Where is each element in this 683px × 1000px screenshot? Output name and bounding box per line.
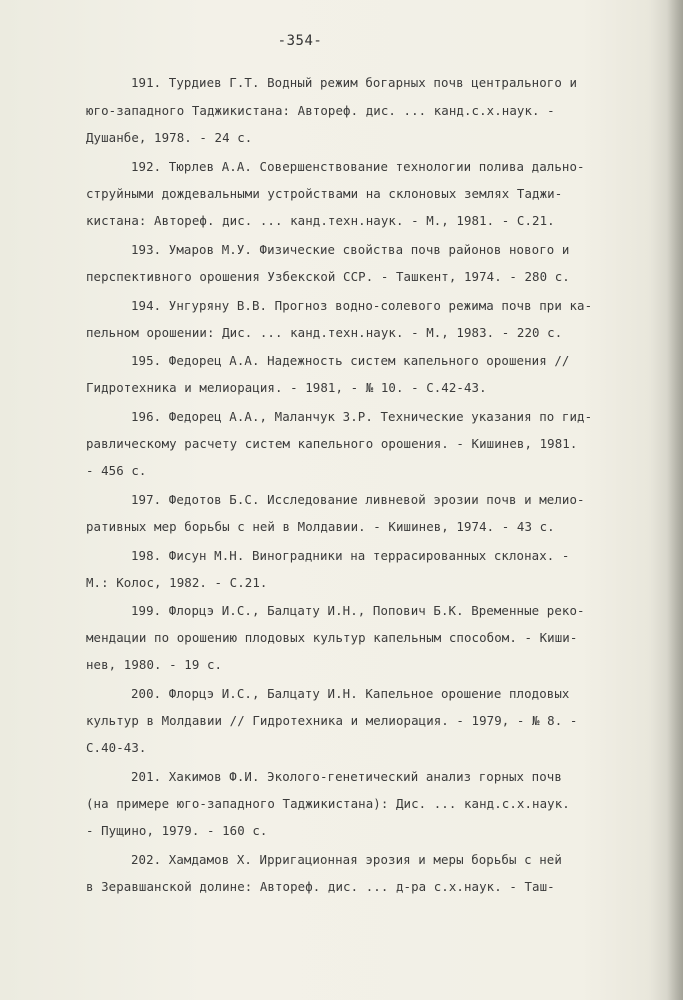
text-line: М.: Колос, 1982. - С.21. (86, 575, 268, 590)
text-line: 201. Хакимов Ф.И. Эколого-генетический анализ горных почв (131, 769, 562, 784)
text-line: ративных мер борьбы с ней в Молдавии. - Кишинев, 1974. - 43 с. (86, 519, 555, 534)
text-line: (на примере юго-западного Таджикистана): Дис. ... канд.с.х.наук. (86, 796, 570, 811)
text-line: 196. Федорец А.А., Маланчук З.Р. Технические указания по гид- (131, 409, 593, 424)
text-line: 199. Флорцэ И.С., Балцату И.Н., Попович Б.К. Временные реко- (131, 603, 585, 618)
text-line: С.40-43. (86, 740, 147, 755)
text-line: 192. Тюрлев А.А. Совершенствование технологии полива дально- (131, 159, 585, 174)
text-line: культур в Молдавии // Гидротехника и мелиорация. - 1979, - № 8. - (86, 713, 578, 728)
text-line: 193. Умаров М.У. Физические свойства почв районов нового и (131, 242, 570, 257)
text-line: струйными дождевальными устройствами на склоновых землях Таджи- (86, 186, 563, 201)
text-line: Гидротехника и мелиорация. - 1981, - № 10. - С.42-43. (86, 380, 487, 395)
text-line: равлическому расчету систем капельного орошения. - Кишинев, 1981. (86, 436, 578, 451)
text-line: 198. Фисун М.Н. Виноградники на террасированных склонах. - (131, 548, 570, 563)
text-line: в Зеравшанской долине: Автореф. дис. ... д-ра с.х.наук. - Таш- (86, 879, 555, 894)
text-line: 197. Федотов Б.С. Исследование ливневой эрозии почв и мелио- (131, 492, 585, 507)
text-line: Душанбе, 1978. - 24 с. (86, 130, 253, 145)
text-line: нев, 1980. - 19 с. (86, 657, 223, 672)
text-line: 191. Турдиев Г.Т. Водный режим богарных почв центрального и (131, 75, 578, 90)
page-edge-shadow (667, 0, 683, 1000)
text-line: 194. Унгуряну В.В. Прогноз водно-солевого режима почв при ка- (131, 298, 593, 313)
text-line: перспективного орошения Узбекской ССР. - Ташкент, 1974. - 280 с. (86, 269, 570, 284)
text-line: - 456 с. (86, 463, 147, 478)
text-line: мендации по орошению плодовых культур капельным способом. - Киши- (86, 630, 578, 645)
text-line: 195. Федорец А.А. Надежность систем капельного орошения // (131, 353, 570, 368)
text-line: пельном орошении: Дис. ... канд.техн.наук. - М., 1983. - 220 с. (86, 325, 563, 340)
page-number: -354- (277, 33, 323, 49)
text-line: кистана: Автореф. дис. ... канд.техн.наук. - М., 1981. - С.21. (86, 213, 555, 228)
text-line: 202. Хамдамов Х. Ирригационная эрозия и меры борьбы с ней (131, 852, 562, 867)
text-line: 200. Флорцэ И.С., Балцату И.Н. Капельное орошение плодовых (131, 686, 570, 701)
text-line: юго-западного Таджикистана: Автореф. дис. ... канд.с.х.наук. - (86, 103, 555, 118)
text-line: - Пущино, 1979. - 160 с. (86, 823, 268, 838)
